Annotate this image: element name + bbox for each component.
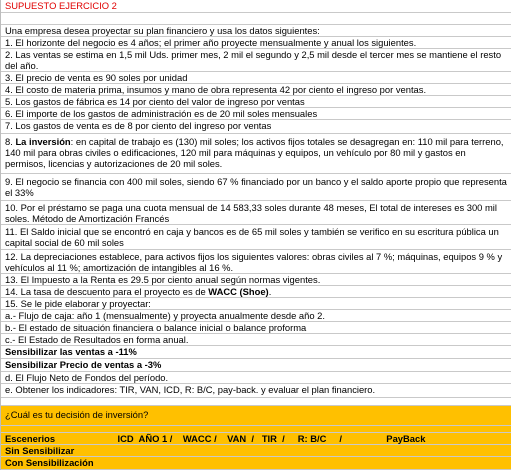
item-cell-a[interactable]: a.- Flujo de caja: año 1 (mensualmente) y proyecta anualmente desde año 2. bbox=[1, 310, 511, 322]
table-header-row[interactable]: Escenerios ICD AÑO 1 / WACC / VAN / TIR / R: B/C / PayBack bbox=[1, 433, 511, 445]
item-cell-10[interactable]: 10. Por el préstamo se paga una cuota mensual de 14 583,33 soles durante 48 meses, El total de intereses es 300 mil soles. Método de Amortización Francés bbox=[1, 201, 511, 225]
item-cell-11[interactable]: 11. El Saldo inicial que se encontró en caja y bancos es de 65 mil soles y también se verifico en su escritura pública un capital social de 60 mil soles bbox=[1, 225, 511, 250]
table-row-con-sensibilizacion[interactable]: Con Sensibilización bbox=[1, 457, 511, 470]
item-cell-1[interactable]: 1. El horizonte del negocio es 4 años; el primer año proyecte mensualmente y anual los siguientes. bbox=[1, 37, 511, 49]
table-row-sin-sensibilizar[interactable]: Sin Sensibilizar bbox=[1, 445, 511, 457]
empty-row[interactable] bbox=[1, 13, 511, 25]
item-cell-12[interactable]: 12. La depreciaciones establece, para activos fijos los siguientes valores: obras civiles al 7 %; máquinas, equipos 9 % y vehículos al 11 %; amortización de intangibles al 16 %. bbox=[1, 250, 511, 274]
item-cell-14[interactable]: 14. La tasa de descuento para el proyecto es de WACC (Shoe). bbox=[1, 286, 511, 298]
intro-cell[interactable]: Una empresa desea proyectar su plan financiero y usa los datos siguientes: bbox=[1, 25, 511, 37]
item-cell-9[interactable]: 9. El negocio se financia con 400 mil soles, siendo 67 % financiado por un banco y el saldo aporte propio que representa el 33% bbox=[1, 174, 511, 201]
item-cell-15[interactable]: 15. Se le pide elaborar y proyectar: bbox=[1, 298, 511, 310]
item-cell-c[interactable]: c.- El Estado de Resultados en forma anual. bbox=[1, 334, 511, 346]
sensitivity-sales-cell[interactable]: Sensibilizar las ventas a -11% bbox=[1, 346, 511, 359]
item-cell-6[interactable]: 6. El importe de los gastos de administración es de 20 mil soles mensuales bbox=[1, 108, 511, 120]
investment-label: La inversión bbox=[15, 136, 71, 147]
item-cell-13[interactable]: 13. El Impuesto a la Renta es 29.5 por ciento anual según normas vigentes. bbox=[1, 274, 511, 286]
item-cell-b[interactable]: b.- El estado de situación financiera o balance inicial o balance proforma bbox=[1, 322, 511, 334]
spacer-row[interactable] bbox=[1, 426, 511, 433]
item-cell-4[interactable]: 4. El costo de materia prima, insumos y mano de obra representa 42 por ciento el ingreso por ventas. bbox=[1, 84, 511, 96]
item-cell-2[interactable]: 2. Las ventas se estima en 1,5 mil Uds. primer mes, 2 mil el segundo y 2,5 mil desde el tercer mes se mantiene el resto del año. bbox=[1, 49, 511, 72]
item-cell-e[interactable]: e. Obtener los indicadores: TIR, VAN, ICD, R: B/C, pay-back. y evaluar el plan financiero. bbox=[1, 384, 511, 398]
item-cell-d[interactable]: d. El Flujo Neto de Fondos del período. bbox=[1, 372, 511, 384]
item-cell-5[interactable]: 5. Los gastos de fábrica es 14 por ciento del valor de ingreso por ventas bbox=[1, 96, 511, 108]
item-cell-7[interactable]: 7. Los gastos de venta es de 8 por ciento del ingreso por ventas bbox=[1, 120, 511, 134]
title: SUPUESTO EJERCICIO 2 bbox=[5, 0, 117, 11]
empty-row[interactable] bbox=[1, 398, 511, 406]
wacc-label: WACC (Shoe) bbox=[208, 286, 269, 297]
item-cell-3[interactable]: 3. El precio de venta es 90 soles por unidad bbox=[1, 72, 511, 84]
question-cell[interactable]: ¿Cuál es tu decisión de inversión? bbox=[1, 406, 511, 426]
item-cell-8[interactable]: 8. La inversión: en capital de trabajo es (130) mil soles; los activos fijos totales se desagregan en: 110 mil para terreno, 140 mil para obras civiles o edificaciones, 120 mil para máquinas y equipos, un vehículo por 80 mil y gastos en permisos, licencias y autorizaciones de 20 mil soles. bbox=[1, 134, 511, 174]
title-cell[interactable] bbox=[1, 0, 511, 13]
sensitivity-price-cell[interactable]: Sensibilizar Precio de ventas a -3% bbox=[1, 359, 511, 372]
